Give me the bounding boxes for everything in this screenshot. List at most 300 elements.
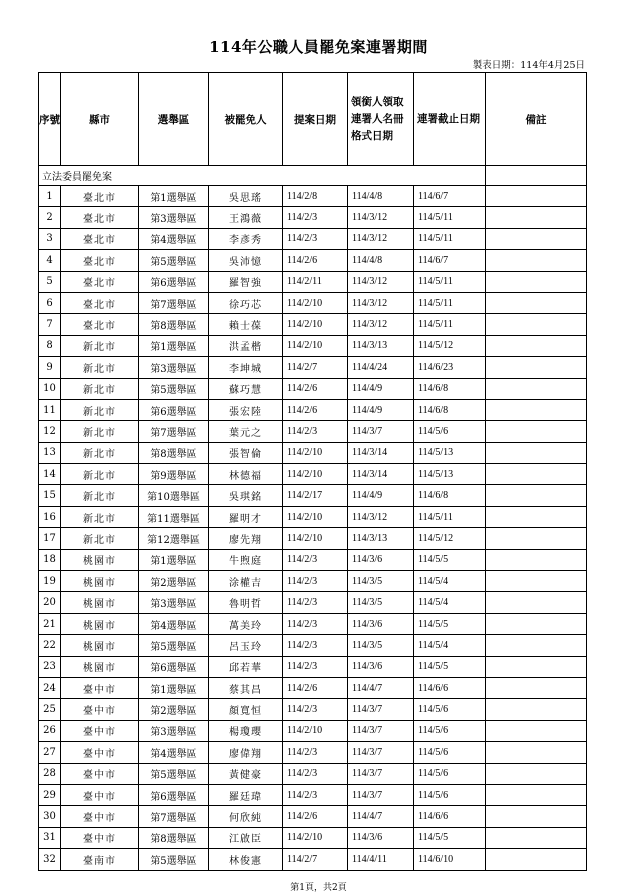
row-county: 新北市 [61, 506, 139, 527]
row-name: 張宏陸 [209, 399, 283, 420]
header-recalled: 被罷免人 [209, 73, 283, 166]
row-district: 第3選舉區 [139, 357, 209, 378]
recall-table [38, 72, 587, 871]
row-no: 2 [39, 207, 61, 228]
table-row [39, 207, 587, 228]
row-deadline: 114/5/5 [414, 827, 486, 848]
row-district: 第7選舉區 [139, 421, 209, 442]
row-county: 臺中市 [61, 827, 139, 848]
header-row [39, 73, 587, 166]
row-county: 新北市 [61, 442, 139, 463]
row-remarks [486, 228, 587, 249]
row-district: 第6選舉區 [139, 271, 209, 292]
row-remarks [486, 399, 587, 420]
row-name: 蔡其昌 [209, 677, 283, 698]
row-no: 28 [39, 763, 61, 784]
row-proposal-date: 114/2/17 [283, 485, 348, 506]
table-row [39, 464, 587, 485]
row-name: 蘇巧慧 [209, 378, 283, 399]
table-row [39, 784, 587, 805]
row-county: 桃園市 [61, 549, 139, 570]
header-county: 縣市 [61, 73, 139, 166]
table-row [39, 485, 587, 506]
row-name: 魯明哲 [209, 592, 283, 613]
row-no: 10 [39, 378, 61, 399]
row-no: 6 [39, 292, 61, 313]
row-deadline: 114/5/6 [414, 742, 486, 763]
section-label: 立法委員罷免案 [39, 166, 486, 186]
row-proposal-date: 114/2/10 [283, 720, 348, 741]
row-district: 第2選舉區 [139, 699, 209, 720]
row-collect-date: 114/4/8 [348, 186, 414, 207]
row-collect-date: 114/3/13 [348, 335, 414, 356]
table-row [39, 442, 587, 463]
row-collect-date: 114/3/12 [348, 292, 414, 313]
row-collect-date: 114/4/9 [348, 399, 414, 420]
table-row [39, 228, 587, 249]
table-row [39, 677, 587, 698]
table-row [39, 699, 587, 720]
row-collect-date: 114/3/12 [348, 228, 414, 249]
table-row [39, 720, 587, 741]
report-date: 製表日期：114年4月25日 [472, 60, 585, 71]
row-proposal-date: 114/2/3 [283, 656, 348, 677]
row-remarks [486, 806, 587, 827]
row-no: 15 [39, 485, 61, 506]
row-deadline: 114/5/5 [414, 656, 486, 677]
row-district: 第12選舉區 [139, 528, 209, 549]
table-row [39, 271, 587, 292]
row-deadline: 114/6/8 [414, 485, 486, 506]
table-row [39, 763, 587, 784]
table-row [39, 635, 587, 656]
page-title: 114年公職人員罷免案連署期間 [209, 38, 428, 56]
row-remarks [486, 635, 587, 656]
row-no: 24 [39, 677, 61, 698]
row-deadline: 114/5/5 [414, 549, 486, 570]
row-county: 臺北市 [61, 186, 139, 207]
row-county: 臺中市 [61, 742, 139, 763]
row-proposal-date: 114/2/6 [283, 399, 348, 420]
section-remarks-cell [486, 166, 587, 186]
row-no: 18 [39, 549, 61, 570]
row-deadline: 114/5/5 [414, 613, 486, 634]
row-district: 第5選舉區 [139, 763, 209, 784]
row-remarks [486, 592, 587, 613]
row-proposal-date: 114/2/3 [283, 635, 348, 656]
row-name: 黃健豪 [209, 763, 283, 784]
row-county: 桃園市 [61, 571, 139, 592]
table-row [39, 378, 587, 399]
row-name: 邱若華 [209, 656, 283, 677]
row-name: 牛煦庭 [209, 549, 283, 570]
row-collect-date: 114/3/12 [348, 506, 414, 527]
row-county: 臺中市 [61, 720, 139, 741]
row-no: 4 [39, 250, 61, 271]
row-no: 1 [39, 186, 61, 207]
row-remarks [486, 271, 587, 292]
row-name: 張智倫 [209, 442, 283, 463]
row-proposal-date: 114/2/3 [283, 207, 348, 228]
row-county: 新北市 [61, 335, 139, 356]
row-county: 新北市 [61, 464, 139, 485]
row-proposal-date: 114/2/10 [283, 314, 348, 335]
row-collect-date: 114/4/9 [348, 485, 414, 506]
header-proposal-date: 提案日期 [283, 73, 348, 166]
row-deadline: 114/5/13 [414, 464, 486, 485]
row-name: 葉元之 [209, 421, 283, 442]
row-deadline: 114/5/11 [414, 207, 486, 228]
row-district: 第4選舉區 [139, 613, 209, 634]
row-county: 臺北市 [61, 292, 139, 313]
row-name: 顏寬恒 [209, 699, 283, 720]
row-proposal-date: 114/2/7 [283, 849, 348, 870]
row-remarks [486, 699, 587, 720]
row-remarks [486, 784, 587, 805]
row-remarks [486, 378, 587, 399]
row-deadline: 114/6/7 [414, 250, 486, 271]
row-no: 27 [39, 742, 61, 763]
row-name: 吳琪銘 [209, 485, 283, 506]
row-proposal-date: 114/2/6 [283, 378, 348, 399]
table-row [39, 250, 587, 271]
header-no: 序號 [39, 73, 61, 166]
row-collect-date: 114/3/12 [348, 271, 414, 292]
row-district: 第10選舉區 [139, 485, 209, 506]
row-proposal-date: 114/2/10 [283, 528, 348, 549]
row-county: 臺北市 [61, 228, 139, 249]
row-remarks [486, 442, 587, 463]
row-district: 第2選舉區 [139, 571, 209, 592]
row-no: 13 [39, 442, 61, 463]
row-proposal-date: 114/2/10 [283, 827, 348, 848]
row-district: 第5選舉區 [139, 635, 209, 656]
table-row [39, 613, 587, 634]
row-deadline: 114/5/11 [414, 292, 486, 313]
row-district: 第9選舉區 [139, 464, 209, 485]
row-deadline: 114/6/10 [414, 849, 486, 870]
table-row [39, 742, 587, 763]
row-district: 第8選舉區 [139, 827, 209, 848]
row-county: 臺中市 [61, 763, 139, 784]
row-deadline: 114/6/23 [414, 357, 486, 378]
row-proposal-date: 114/2/3 [283, 699, 348, 720]
row-no: 5 [39, 271, 61, 292]
row-district: 第6選舉區 [139, 399, 209, 420]
table-row [39, 186, 587, 207]
row-remarks [486, 186, 587, 207]
row-proposal-date: 114/2/10 [283, 506, 348, 527]
row-deadline: 114/6/7 [414, 186, 486, 207]
row-no: 16 [39, 506, 61, 527]
row-district: 第8選舉區 [139, 314, 209, 335]
row-proposal-date: 114/2/3 [283, 784, 348, 805]
row-district: 第5選舉區 [139, 250, 209, 271]
row-county: 臺中市 [61, 784, 139, 805]
row-county: 臺北市 [61, 207, 139, 228]
row-deadline: 114/6/6 [414, 677, 486, 698]
row-county: 臺北市 [61, 314, 139, 335]
row-collect-date: 114/3/13 [348, 528, 414, 549]
table-row [39, 421, 587, 442]
row-district: 第4選舉區 [139, 742, 209, 763]
row-name: 李坤城 [209, 357, 283, 378]
row-collect-date: 114/3/6 [348, 827, 414, 848]
row-remarks [486, 677, 587, 698]
row-remarks [486, 549, 587, 570]
row-collect-date: 114/4/8 [348, 250, 414, 271]
row-remarks [486, 357, 587, 378]
row-proposal-date: 114/2/3 [283, 592, 348, 613]
row-collect-date: 114/3/6 [348, 656, 414, 677]
row-county: 桃園市 [61, 613, 139, 634]
row-county: 臺中市 [61, 677, 139, 698]
row-remarks [486, 571, 587, 592]
row-remarks [486, 250, 587, 271]
row-name: 楊瓊瓔 [209, 720, 283, 741]
row-district: 第4選舉區 [139, 228, 209, 249]
row-county: 桃園市 [61, 635, 139, 656]
row-district: 第1選舉區 [139, 549, 209, 570]
row-county: 臺南市 [61, 849, 139, 870]
row-no: 31 [39, 827, 61, 848]
table-row [39, 549, 587, 570]
row-remarks [486, 506, 587, 527]
row-remarks [486, 421, 587, 442]
row-county: 新北市 [61, 421, 139, 442]
table-row [39, 506, 587, 527]
table-row [39, 806, 587, 827]
row-deadline: 114/5/6 [414, 763, 486, 784]
row-no: 17 [39, 528, 61, 549]
row-remarks [486, 742, 587, 763]
row-county: 桃園市 [61, 656, 139, 677]
table-row [39, 335, 587, 356]
row-name: 萬美玲 [209, 613, 283, 634]
row-county: 臺中市 [61, 806, 139, 827]
row-deadline: 114/5/6 [414, 699, 486, 720]
row-remarks [486, 720, 587, 741]
row-district: 第3選舉區 [139, 592, 209, 613]
row-no: 26 [39, 720, 61, 741]
row-no: 19 [39, 571, 61, 592]
row-name: 羅智強 [209, 271, 283, 292]
row-deadline: 114/5/11 [414, 506, 486, 527]
row-county: 新北市 [61, 528, 139, 549]
row-proposal-date: 114/2/7 [283, 357, 348, 378]
row-district: 第5選舉區 [139, 378, 209, 399]
table-row [39, 528, 587, 549]
table-row [39, 592, 587, 613]
row-no: 30 [39, 806, 61, 827]
row-no: 20 [39, 592, 61, 613]
row-district: 第7選舉區 [139, 806, 209, 827]
row-deadline: 114/5/12 [414, 335, 486, 356]
row-proposal-date: 114/2/3 [283, 613, 348, 634]
row-name: 廖先翔 [209, 528, 283, 549]
row-name: 賴士葆 [209, 314, 283, 335]
row-county: 臺中市 [61, 699, 139, 720]
row-county: 臺北市 [61, 250, 139, 271]
row-no: 29 [39, 784, 61, 805]
row-remarks [486, 207, 587, 228]
row-collect-date: 114/3/5 [348, 592, 414, 613]
row-no: 25 [39, 699, 61, 720]
row-name: 呂玉玲 [209, 635, 283, 656]
row-collect-date: 114/3/6 [348, 613, 414, 634]
row-no: 14 [39, 464, 61, 485]
row-collect-date: 114/4/11 [348, 849, 414, 870]
row-remarks [486, 613, 587, 634]
header-remarks: 備註 [486, 73, 587, 166]
row-no: 8 [39, 335, 61, 356]
row-proposal-date: 114/2/3 [283, 763, 348, 784]
row-collect-date: 114/3/7 [348, 742, 414, 763]
table-row [39, 827, 587, 848]
row-no: 23 [39, 656, 61, 677]
row-district: 第1選舉區 [139, 186, 209, 207]
row-name: 洪孟楷 [209, 335, 283, 356]
row-no: 12 [39, 421, 61, 442]
table-row [39, 399, 587, 420]
row-remarks [486, 292, 587, 313]
row-district: 第3選舉區 [139, 207, 209, 228]
row-deadline: 114/6/8 [414, 399, 486, 420]
row-proposal-date: 114/2/3 [283, 421, 348, 442]
row-name: 吳思瑤 [209, 186, 283, 207]
row-no: 32 [39, 849, 61, 870]
row-collect-date: 114/3/7 [348, 720, 414, 741]
row-deadline: 114/5/6 [414, 421, 486, 442]
row-proposal-date: 114/2/11 [283, 271, 348, 292]
row-collect-date: 114/3/5 [348, 635, 414, 656]
row-remarks [486, 827, 587, 848]
row-collect-date: 114/4/7 [348, 677, 414, 698]
row-no: 21 [39, 613, 61, 634]
row-collect-date: 114/4/7 [348, 806, 414, 827]
header-district: 選舉區 [139, 73, 209, 166]
table-row [39, 314, 587, 335]
row-deadline: 114/5/13 [414, 442, 486, 463]
row-no: 7 [39, 314, 61, 335]
page-footer: 第1頁，共2頁 [290, 883, 347, 893]
table-row [39, 292, 587, 313]
row-deadline: 114/6/6 [414, 806, 486, 827]
row-proposal-date: 114/2/3 [283, 742, 348, 763]
row-name: 吳沛憶 [209, 250, 283, 271]
row-no: 9 [39, 357, 61, 378]
section-row [39, 166, 587, 186]
row-name: 王鴻薇 [209, 207, 283, 228]
row-name: 羅廷瑋 [209, 784, 283, 805]
row-collect-date: 114/3/7 [348, 699, 414, 720]
row-deadline: 114/5/11 [414, 228, 486, 249]
row-collect-date: 114/3/14 [348, 442, 414, 463]
row-county: 臺北市 [61, 271, 139, 292]
row-deadline: 114/5/12 [414, 528, 486, 549]
row-proposal-date: 114/2/6 [283, 806, 348, 827]
row-collect-date: 114/3/7 [348, 421, 414, 442]
row-remarks [486, 314, 587, 335]
row-name: 廖偉翔 [209, 742, 283, 763]
row-collect-date: 114/3/6 [348, 549, 414, 570]
row-deadline: 114/5/4 [414, 592, 486, 613]
row-proposal-date: 114/2/8 [283, 186, 348, 207]
row-proposal-date: 114/2/10 [283, 464, 348, 485]
row-name: 何欣純 [209, 806, 283, 827]
row-remarks [486, 849, 587, 870]
row-district: 第1選舉區 [139, 335, 209, 356]
row-remarks [486, 763, 587, 784]
row-proposal-date: 114/2/3 [283, 228, 348, 249]
row-remarks [486, 464, 587, 485]
row-proposal-date: 114/2/6 [283, 250, 348, 271]
row-deadline: 114/6/8 [414, 378, 486, 399]
row-county: 新北市 [61, 485, 139, 506]
row-district: 第6選舉區 [139, 784, 209, 805]
row-proposal-date: 114/2/10 [283, 442, 348, 463]
row-collect-date: 114/3/7 [348, 784, 414, 805]
row-deadline: 114/5/6 [414, 784, 486, 805]
table-row [39, 849, 587, 870]
row-collect-date: 114/3/12 [348, 314, 414, 335]
row-deadline: 114/5/11 [414, 271, 486, 292]
row-district: 第5選舉區 [139, 849, 209, 870]
row-collect-date: 114/3/14 [348, 464, 414, 485]
row-deadline: 114/5/6 [414, 720, 486, 741]
row-no: 3 [39, 228, 61, 249]
row-proposal-date: 114/2/10 [283, 292, 348, 313]
table-row [39, 656, 587, 677]
row-district: 第7選舉區 [139, 292, 209, 313]
row-county: 新北市 [61, 357, 139, 378]
row-deadline: 114/5/4 [414, 571, 486, 592]
row-district: 第3選舉區 [139, 720, 209, 741]
row-remarks [486, 656, 587, 677]
row-remarks [486, 485, 587, 506]
row-proposal-date: 114/2/10 [283, 335, 348, 356]
row-name: 羅明才 [209, 506, 283, 527]
row-deadline: 114/5/4 [414, 635, 486, 656]
row-proposal-date: 114/2/6 [283, 677, 348, 698]
row-county: 新北市 [61, 378, 139, 399]
row-collect-date: 114/3/12 [348, 207, 414, 228]
row-proposal-date: 114/2/3 [283, 571, 348, 592]
row-remarks [486, 528, 587, 549]
row-collect-date: 114/4/24 [348, 357, 414, 378]
table-row [39, 571, 587, 592]
row-no: 11 [39, 399, 61, 420]
row-name: 江啟臣 [209, 827, 283, 848]
row-proposal-date: 114/2/3 [283, 549, 348, 570]
table-row [39, 357, 587, 378]
row-district: 第6選舉區 [139, 656, 209, 677]
header-collect-date: 領銜人領取連署人名冊格式日期 [348, 73, 414, 166]
row-collect-date: 114/4/9 [348, 378, 414, 399]
row-no: 22 [39, 635, 61, 656]
row-deadline: 114/5/11 [414, 314, 486, 335]
row-district: 第8選舉區 [139, 442, 209, 463]
row-district: 第1選舉區 [139, 677, 209, 698]
row-district: 第11選舉區 [139, 506, 209, 527]
row-county: 桃園市 [61, 592, 139, 613]
row-county: 新北市 [61, 399, 139, 420]
row-name: 林德福 [209, 464, 283, 485]
row-collect-date: 114/3/7 [348, 763, 414, 784]
header-deadline: 連署截止日期 [414, 73, 486, 166]
row-name: 徐巧芯 [209, 292, 283, 313]
row-collect-date: 114/3/5 [348, 571, 414, 592]
